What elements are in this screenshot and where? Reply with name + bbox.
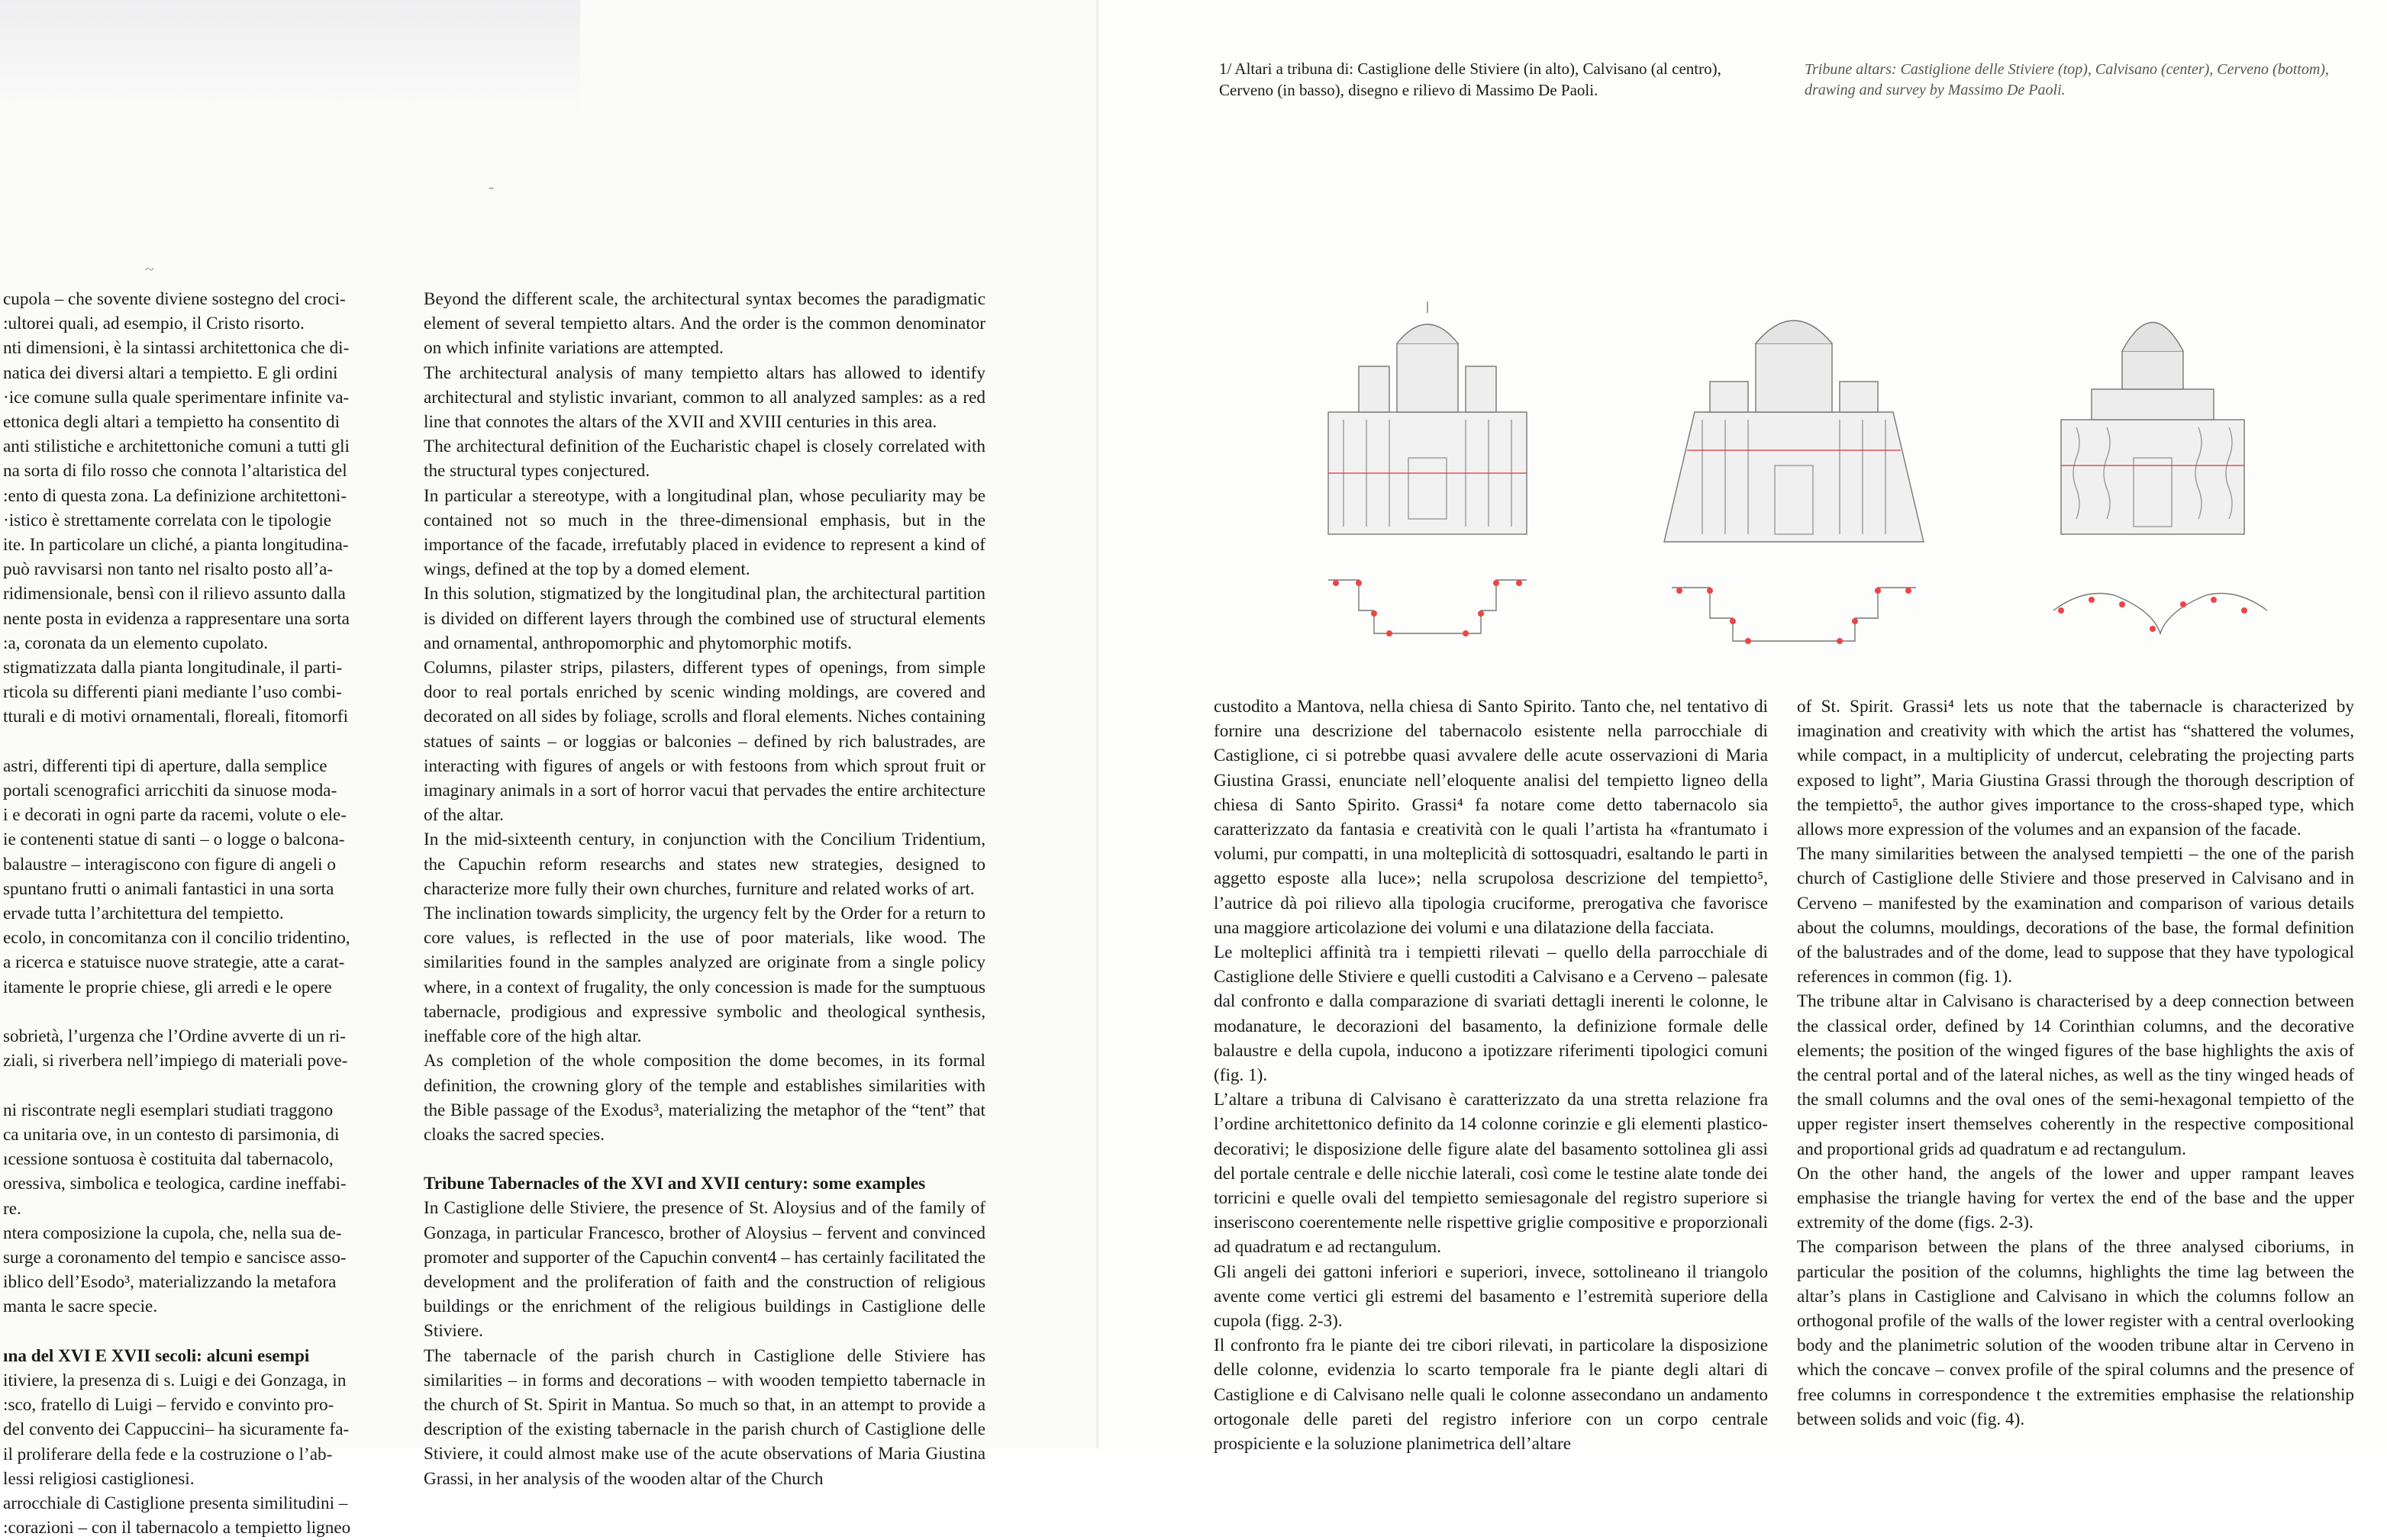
paragraph: In the mid-sixteenth century, in conjunction with the Concilium Tridentium, the Capuchin reform researchs and states new strategies, designed to characterize more fully their own churches, furniture and related works of art. — [424, 830, 985, 899]
pencil-mark: ~ — [145, 259, 154, 279]
text-line: sobrietà, l’urgenza che l’Ordine avverte di un ri- — [3, 1026, 346, 1047]
paragraph: Le molteplici affinità tra i tempietti rilevati – quello della parrocchiale di Castiglione delle Stiviere e quelli custoditi a Calvisano e a Cerveno – palesate dal confronto e dalla comparazione di svariati dettagli inerenti le colonne, le modanature, le decorazioni del basamento, la definizione formale delle balaustre e della cupola, inducono a ipotizzare riferimenti tipologici comuni (fig. 1). — [1214, 942, 1768, 1086]
altar-castiglione-drawing — [1328, 301, 1527, 636]
text-line: itiviere, la presenza di s. Luigi e dei Gonzaga, in — [3, 1370, 347, 1390]
paragraph: In Castiglione delle Stiviere, the presence of St. Aloysius and of the family of Gonzaga, in particular Francesco, brother of Aloysius – fervent and convinced promoter and supporter of the Capuchin convent4 – has certainly facilitated the development and the proliferation of faith and the construction of religious buildings or the enrichment of the religious buildings in Castiglione delle Stiviere. — [424, 1198, 985, 1342]
text-line: ecolo, in concomitanza con il concilio tridentino, — [3, 928, 350, 949]
altar-calvisano-drawing — [1664, 321, 1924, 644]
text-line: rticola su differenti piani mediante l’uso combi- — [3, 682, 342, 703]
paragraph: Gli angeli dei gattoni inferiori e superiori, invece, sottolineano il triangolo avente come vertici gli estremi del basamento e l’estremità superiore della cupola (figg. 2-3). — [1214, 1261, 1768, 1332]
text-line: tturali e di motivi ornamentali, floreali, fitomorfi — [3, 707, 349, 727]
paragraph: As completion of the whole composition the dome becomes, in its formal definition, the crowning glory of the temple and establishes similarities with the Bible passage of the Exodus³, materializing the metaphor of the “tent” that cloaks the sacred species. — [424, 1051, 985, 1145]
text-line: ziali, si riverbera nell’impiego di materiali pove- — [3, 1051, 348, 1071]
paragraph: The architectural analysis of many tempietto altars has allowed to identify architectural and stylistic invariant, common to all analyzed samples: as a red line that connotes the altars of the XVII and XVIII centuries in this area. — [424, 362, 985, 433]
paragraph: In particular a stereotype, with a longitudinal plan, whose peculiarity may be contained not so much in the three-dimensional emphasis, but in the importance of the facade, irrefutably placed in evidence to represent a kind of wings, defined at the top by a domed element. — [424, 485, 985, 580]
text-line: ite. In particolare un cliché, a pianta longitudina- — [3, 535, 349, 556]
text-line: :corazioni – con il tabernacolo a tempietto ligneo — [3, 1518, 351, 1538]
text-line: ·istico è strettamente correlata con le tipologie — [3, 510, 332, 530]
paragraph: of St. Spirit. Grassi⁴ lets us note that the tabernacle is characterized by imagination and creativity with which the artist has “shattered the volumes, while compact, in a multiplicity of undercut, celebrating the projecting parts exposed to light”, Maria Giustina Grassi through the thorough description of the tempietto⁵, the author gives importance to the cross-shaped type, which allows more expression of the volumes and an expansion of the facade. — [1797, 697, 2354, 840]
paragraph: The architectural definition of the Eucharistic chapel is closely correlated with the structural types conjectured. — [424, 437, 985, 482]
english-text-column — [424, 287, 985, 1491]
text-line: ettonica degli altari a tempietto ha consentito di — [3, 412, 340, 433]
text-line: :a, coronata da un elemento cupolato. — [3, 633, 269, 653]
text-line: il proliferare della fede e la costruzione o l’ab- — [3, 1444, 333, 1464]
text-line: ervade tutta l’architettura del tempietto. — [3, 904, 284, 924]
english-text-column-right — [1797, 694, 2354, 1432]
text-line: a ricerca e statuisce nuove strategie, atte a carat- — [3, 952, 345, 973]
section-heading: Tribune Tabernacles of the XVI and XVII century: some examples — [424, 1174, 926, 1194]
paragraph: Il confronto fra le piante dei tre cibori rilevati, in particolare la disposizione delle colonne, evidenzia lo scarto temporale fra le piante degli altari di Castiglione e di Calvisano nelle quali le colonne assecondano un andamento ortogonale delle pareti del registro inferiore con un corpo centrale prospiciente e la soluzione planimetrica dell’altare — [1214, 1335, 1768, 1455]
text-line: itamente le proprie chiese, gli arredi e le opere — [3, 977, 332, 997]
text-line: spuntano frutti o animali fantastici in una sorta — [3, 878, 334, 899]
paragraph: The tribune altar in Calvisano is characterised by a deep connection between the classical order, defined by 14 Corinthian columns, and the decorative elements; the position of the winged figures of the base highlights the axis of the central portal and of the lateral niches, as well as the tiny winged heads of the small columns and the oval ones of the semi-hexagonal tempietto of the upper register insert themselves coherently in the respective compositional and proportional grids ad quadratum e ad rectangulum. — [1797, 991, 2354, 1159]
figure-caption-italian: 1/ Altari a tribuna di: Castiglione delle Stiviere (in alto), Calvisano (al centro), Cerveno (in basso), disegno e rilievo di Massimo De Paoli. — [1219, 60, 1721, 99]
text-line: i e decorati in ogni parte da racemi, volute o ele- — [3, 805, 347, 826]
text-line: nti dimensioni, è la sintassi architettonica che di- — [3, 338, 350, 359]
text-line: balaustre – interagiscono con figure di angeli o — [3, 854, 336, 875]
text-line: ridimensionale, bensì con il rilievo assunto dalla — [3, 584, 346, 604]
scan-smudge — [0, 0, 580, 114]
text-line: stigmatizzata dalla pianta longitudinale, il parti- — [3, 658, 343, 678]
text-line — [3, 730, 400, 754]
paragraph: custodito a Mantova, nella chiesa di Santo Spirito. Tanto che, nel tentativo di fornire una descrizione del tabernacolo esistente nella parrocchiale di Castiglione, ci si potrebbe quasi avvalere delle acute osservazioni di Maria Giustina Grassi, enunciate nell’eloquente analisi del tempietto ligneo della chiesa di Santo Spirito. Grassi⁴ fa notare come detto tabernacolo sia caratterizzato da fantasia e creatività con le quali l’artista ha «frantumato i volumi, pur compatti, in una molteplicità di sottosquadri, esaltando le parti in aggetto esposte alla luce»; nella scrupolosa descrizione del tempietto⁵, l’autrice dà poi rilievo alla tipologia cruciforme, prerogativa che favorisce una maggiore articolazione dei volumi e una dilatazione della facciata. — [1214, 697, 1768, 938]
text-line: ına del XVI E XVII secoli: alcuni esempi — [3, 1345, 310, 1366]
text-line: arrocchiale di Castiglione presenta similitudini – — [3, 1493, 348, 1513]
paragraph: In this solution, stigmatized by the longitudinal plan, the architectural partition is divided on different layers through the combined use of structural elements and ornamental, anthropomorphic and phytomorphic motifs. — [424, 584, 985, 653]
altar-drawings-figure — [1313, 298, 2321, 687]
text-line: ni riscontrate negli esemplari studiati traggono — [3, 1100, 334, 1120]
text-line: oressiva, simbolica e teologica, cardine ineffabi- — [3, 1174, 347, 1194]
text-line: na sorta di filo rosso che connota l’altaristica del — [3, 461, 347, 482]
paragraph: The comparison between the plans of the three analysed ciboriums, in particular the position of the columns, highlights the time lag between the altar’s plans in Castiglione and Calvisano in which the columns follow an orthogonal profile of the walls of the lower register with a central overlooking body and the planimetric solution of the wooden tribune altar in Cerveno in which the concave – convex profile of the spiral columns and the presence of free columns in correspondence t the extremities emphasise the relationship between solids and voic (fig. 4). — [1797, 1237, 2354, 1429]
figure-caption-english: Tribune altars: Castiglione delle Stiviere (top), Calvisano (center), Cerveno (bottom), drawing and survey by Massimo De Paoli. — [1805, 61, 2329, 98]
right-page — [1099, 0, 2387, 1455]
text-line: ntera composizione la cupola, che, nella sua de- — [3, 1223, 342, 1243]
paragraph: The inclination towards simplicity, the urgency felt by the Order for a return to core values, is reflected in the use of poor materials, like wood. The similarities found in the samples analyzed are originate from a single policy where, in a context of frugality, the only concession is made for the sumptuous tabernacle, prodigious and expressive symbolic and theological synthesis, ineffable core of the high altar. — [424, 904, 985, 1047]
text-line: portali scenografici arricchiti da sinuose moda- — [3, 781, 337, 801]
text-line: ca unitaria ove, in un contesto di parsimonia, di — [3, 1124, 340, 1145]
pencil-mark: - — [489, 177, 495, 196]
text-line: iblico dell’Esodo³, materializzando la metafora — [3, 1272, 337, 1293]
text-line: anti stilistiche e architettoniche comuni a tutti gli — [3, 437, 350, 457]
left-page — [0, 0, 1099, 1538]
text-line: del convento dei Cappuccini– ha sicuramente fa- — [3, 1419, 350, 1440]
text-line: :ento di questa zona. La definizione architettoni- — [3, 485, 347, 506]
text-line: nente posta in evidenza a rappresentare una sorta — [3, 608, 350, 629]
italian-text-column-right — [1214, 694, 1768, 1456]
text-line: ie contenenti statue di santi – o logge o balcona- — [3, 830, 345, 850]
text-line — [3, 1000, 400, 1024]
text-line: ıcessione sontuosa è costituita dal tabernacolo, — [3, 1149, 334, 1170]
text-line: astri, differenti tipi di aperture, dalla semplice — [3, 756, 327, 776]
text-line — [3, 1319, 400, 1344]
text-line: re. — [3, 1198, 21, 1219]
text-line: ·ice comune sulla quale sperimentare infinite va- — [3, 387, 350, 408]
paragraph: The tabernacle of the parish church in Castiglione delle Stiviere has similarities – in forms and decorations – with wooden tempietto tabernacle in the church of St. Spirit in Mantua. So much so that, in an attempt to provide a description of the existing tabernacle in the parish church of Castiglione delle Stiviere, it could almost make use of the acute observations of Maria Giustina Grassi, in her analysis of the wooden altar of the Church — [424, 1345, 985, 1489]
paragraph: The many similarities between the analysed tempietti – the one of the parish church of Castiglione delle Stiviere and those preserved in Calvisano and in Cerveno – manifested by the examination and comparison of various details about the columns, mouldings, decorations of the base, the formal definition of the balustrades and of the dome, lead to suppose that they have typological references in common (fig. 1). — [1797, 844, 2354, 987]
text-line: manta le sacre specie. — [3, 1297, 158, 1317]
text-line: natica dei diversi altari a tempietto. E gli ordini — [3, 362, 338, 383]
text-line: lessi religiosi castiglionesi. — [3, 1468, 195, 1489]
text-line: surge a coronamento del tempio e sancisce asso- — [3, 1247, 347, 1268]
altar-cerveno-drawing — [2053, 323, 2267, 634]
text-line: può ravvisarsi non tanto nel risalto posto all’a- — [3, 559, 334, 580]
paragraph: Columns, pilaster strips, pilasters, different types of openings, from simple door to real portals enriched by scenic winding moldings, are covered and decorated on all sides by foliage, scrolls and floral elements. Niches containing statues of saints – or loggias or balconies – defined by rich balustrades, are interacting with figures of angels or with festoons from which sprout fruit or imaginary animals in a sort of horror vacui that pervades the entire architecture of the altar. — [424, 658, 985, 826]
paragraph: Beyond the different scale, the architectural syntax becomes the paradigmatic element of several tempietto altars. And the order is the common denominator on which infinite variations are attempted. — [424, 289, 985, 359]
text-line: cupola – che sovente diviene sostegno del croci- — [3, 289, 346, 309]
italian-text-column — [3, 287, 400, 1540]
paragraph: L’altare a tribuna di Calvisano è caratterizzato da una stretta relazione fra l’ordine architettonico definito da 14 colonne corinzie e gli elementi plastico-decorativi; le disposizione delle figure alate del basamento sottolinea gli assi del portale centrale e delle nicchie laterali, così come le testine alate tonde dei torricini e quelle ovali del tempietto semiesagonale del registro superiore si inseriscono coerentemente nelle rispettive griglie compositive e proporzionali ad quadratum e ad rectangulum. — [1214, 1090, 1768, 1258]
text-line: :sco, fratello di Luigi – fervido e convinto pro- — [3, 1395, 334, 1416]
paragraph: On the other hand, the angels of the lower and upper rampant leaves emphasise the triangle having for vertex the end of the base and the upper extremity of the dome (figs. 2-3). — [1797, 1163, 2354, 1233]
text-line — [3, 1074, 400, 1098]
text-line: :ultorei quali, ad esempio, il Cristo risorto. — [3, 314, 305, 334]
